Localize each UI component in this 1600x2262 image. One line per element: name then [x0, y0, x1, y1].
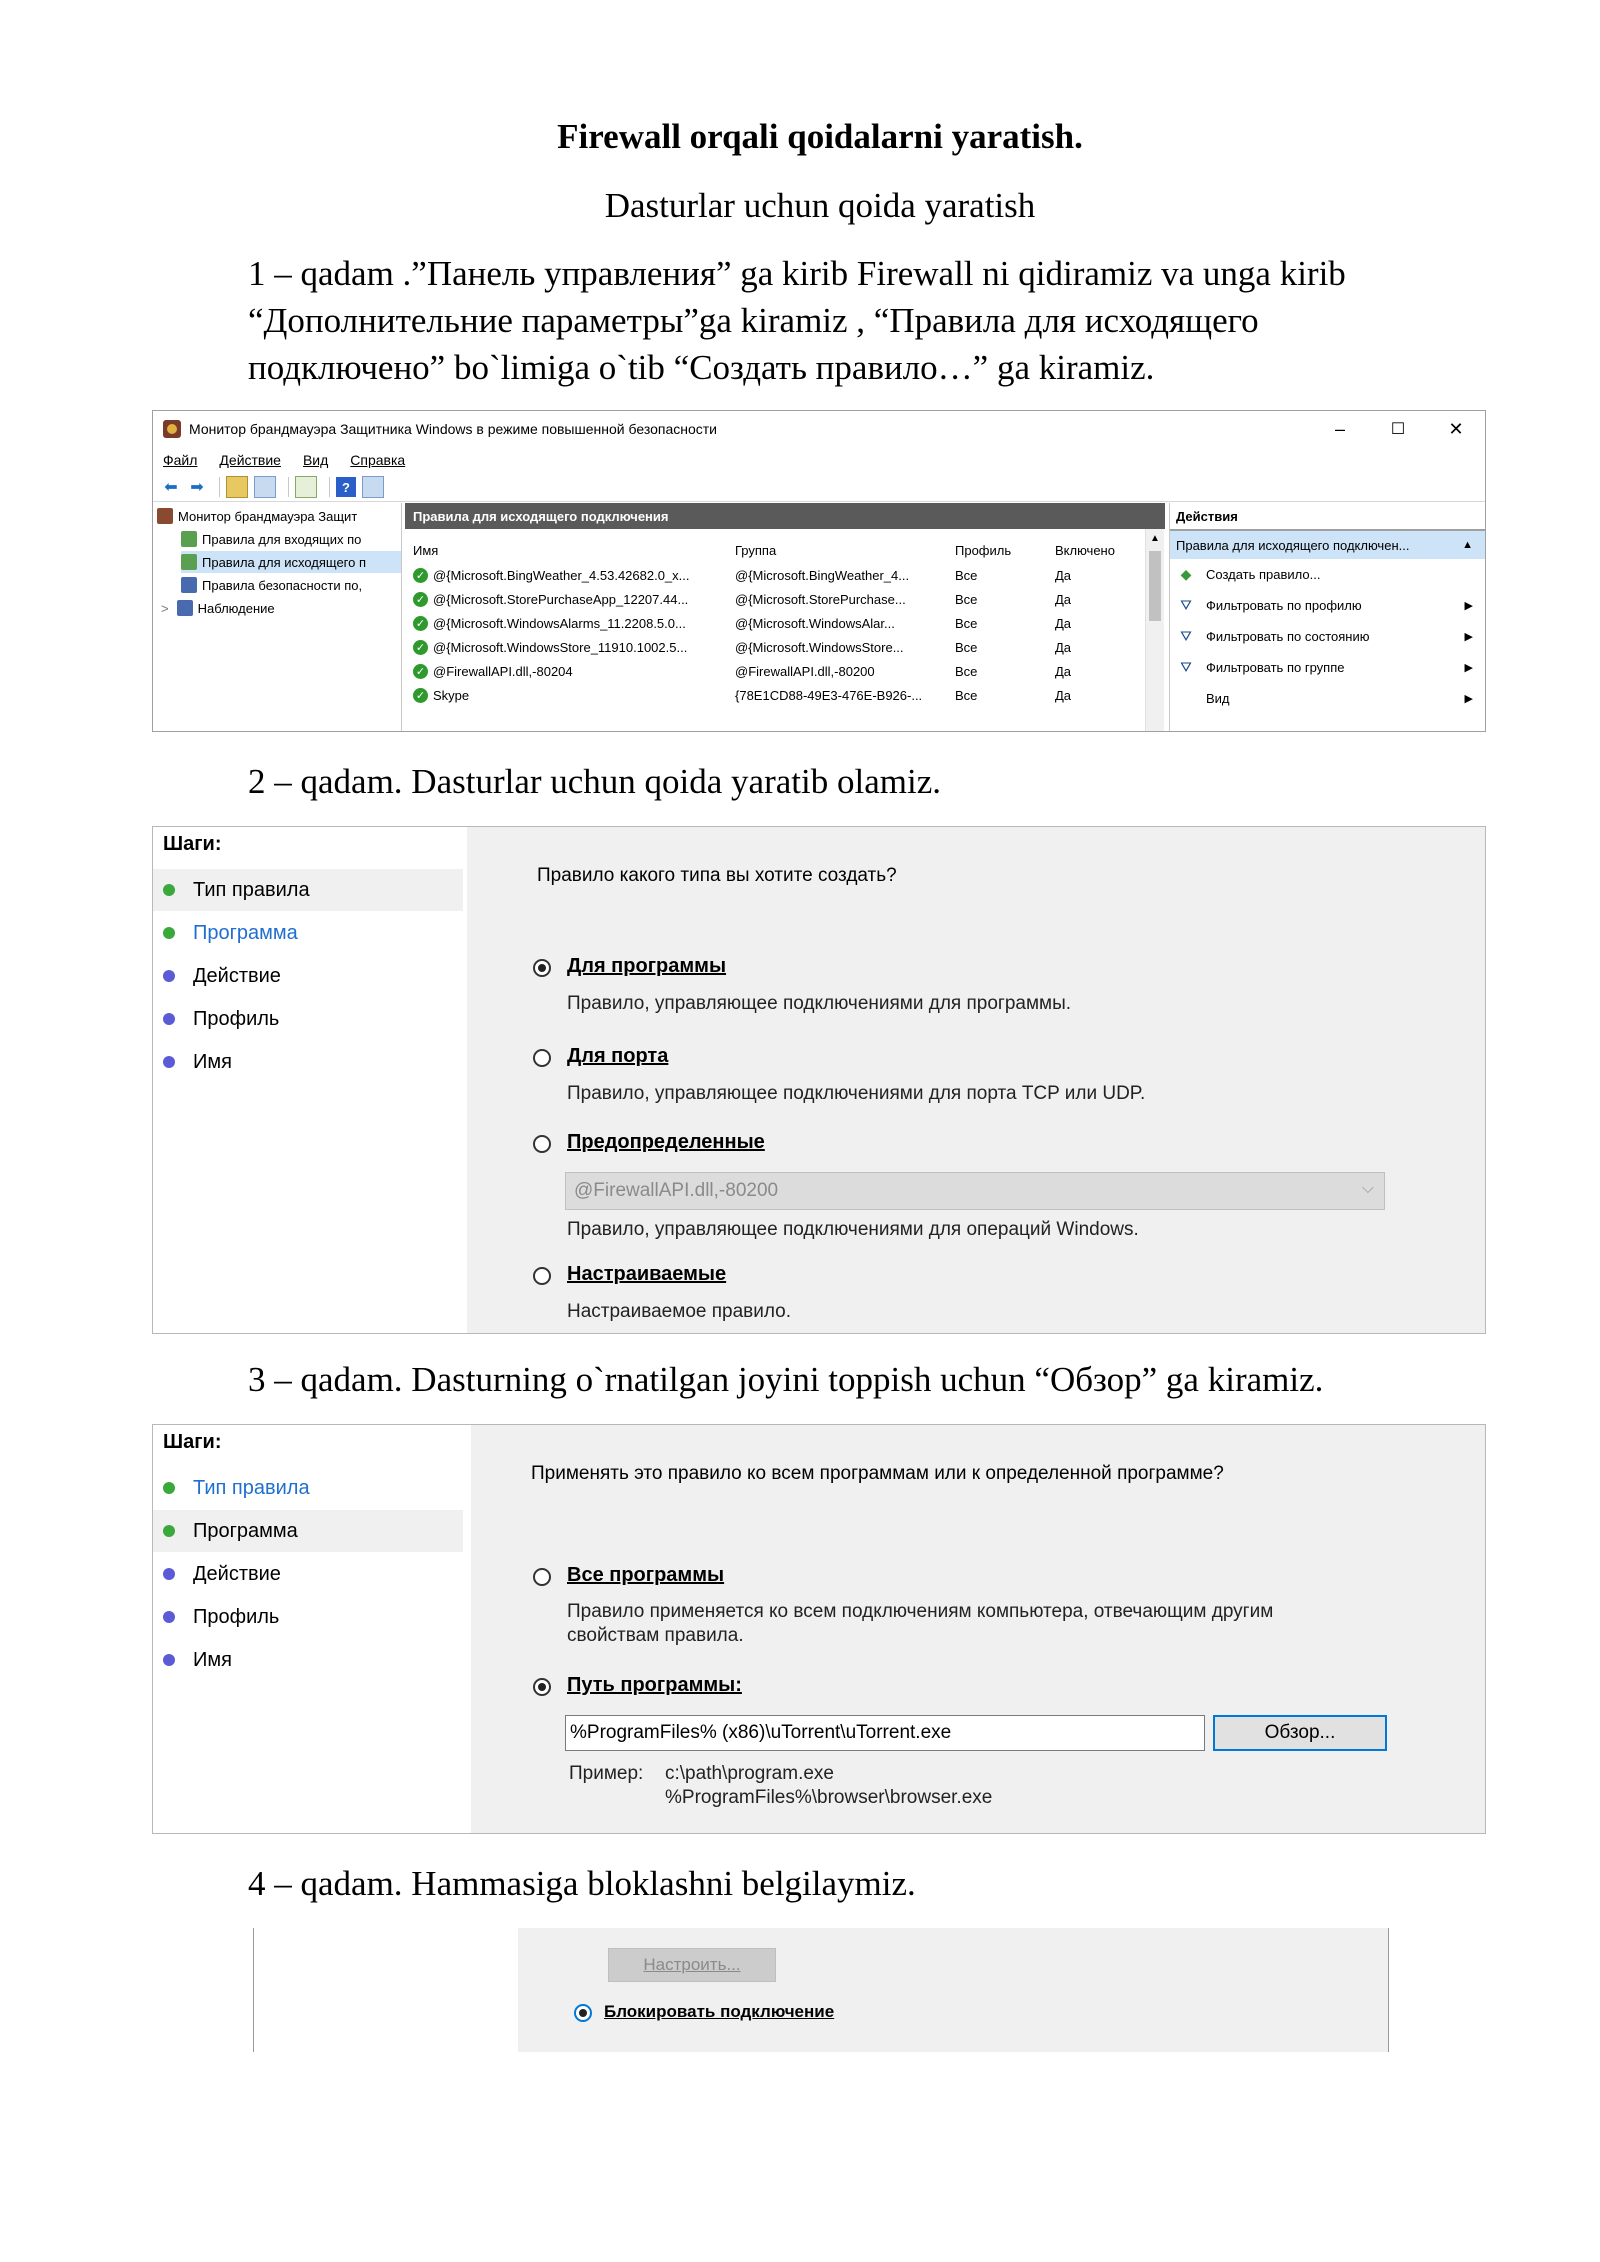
step-rule-type[interactable] — [153, 869, 463, 911]
rule-cell-text: Все — [955, 639, 978, 655]
option-port-label[interactable]: Для порта — [567, 1045, 669, 1067]
properties-icon[interactable] — [362, 476, 384, 498]
rule-cell-text: @FirewallAPI.dll,-80204 — [433, 663, 573, 679]
option-predefined-label[interactable]: Предопределенные — [567, 1131, 765, 1153]
rule-cell-text: Все — [955, 663, 978, 679]
rule-cell-text: @{Microsoft.BingWeather_4... — [735, 567, 910, 583]
configure-button[interactable]: Настроить... — [608, 1948, 776, 1982]
rule-cell-text: @{Microsoft.WindowsAlarms_11.2208.5.0... — [433, 615, 686, 631]
step-label: Профиль — [193, 1605, 280, 1628]
action-view[interactable] — [1170, 683, 1485, 714]
tree-item-root[interactable] — [157, 505, 357, 527]
toolbar-separator — [219, 477, 220, 497]
action-label: Фильтровать по группе — [1206, 660, 1345, 675]
new-rule-icon: ◆ — [1180, 566, 1192, 582]
step-label: Имя — [193, 1050, 232, 1073]
rule-cell-group — [735, 563, 945, 587]
toolbar — [153, 473, 1485, 502]
step-label: Профиль — [193, 1007, 280, 1030]
program-wizard-screenshot — [152, 1424, 1486, 1834]
example-path-2: %ProgramFiles%\browser\browser.exe — [665, 1787, 993, 1808]
tree-item-label: Правила для входящих по — [202, 531, 362, 547]
rule-cell-name — [413, 683, 723, 707]
option-program-desc: Правило, управляющее подключениями для программы. — [567, 993, 1072, 1014]
rule-cell-text: @{Microsoft.StorePurchaseApp_12207.44... — [433, 591, 689, 607]
action-label: Фильтровать по состоянию — [1206, 629, 1370, 644]
firewall-app-icon — [163, 420, 181, 438]
step-program[interactable] — [153, 912, 463, 954]
rule-row[interactable] — [405, 587, 1165, 611]
option-custom-label[interactable]: Настраиваемые — [567, 1263, 727, 1285]
step-pending-dot-icon — [163, 1013, 175, 1025]
enabled-check-icon: ✓ — [413, 664, 428, 679]
rule-cell-text: Да — [1055, 615, 1072, 631]
actions-title: Действия — [1170, 503, 1485, 531]
tree-item-label: Монитор брандмауэра Защит — [178, 508, 358, 524]
step-name[interactable] — [153, 1639, 463, 1681]
step-pending-dot-icon — [163, 1654, 175, 1666]
step-profile[interactable] — [153, 998, 463, 1040]
step-label: Действие — [193, 1562, 281, 1585]
tree-item-inbound[interactable] — [181, 528, 361, 550]
step-label: Программа — [193, 921, 298, 944]
step-action[interactable] — [153, 1553, 463, 1595]
column-header-enabled[interactable]: Включено — [1055, 542, 1115, 558]
scroll-up-icon[interactable]: ▲ — [1150, 532, 1160, 544]
rule-cell-profile — [955, 611, 1045, 635]
action-filter-profile[interactable] — [1170, 590, 1485, 621]
tree-item-security-rules[interactable] — [181, 574, 362, 596]
rule-cell-enabled — [1055, 563, 1135, 587]
rule-cell-text: @{Microsoft.WindowsAlar... — [735, 615, 895, 631]
action-label: Вид — [1206, 691, 1230, 706]
option-custom-desc: Настраиваемое правило. — [567, 1301, 792, 1322]
rule-row[interactable] — [405, 563, 1165, 587]
submenu-arrow-icon: ▶ — [1464, 631, 1473, 643]
enabled-check-icon: ✓ — [413, 688, 428, 703]
predefined-select-value: @FirewallAPI.dll,-80200 — [574, 1180, 779, 1201]
rule-cell-enabled — [1055, 659, 1135, 683]
tree-item-outbound[interactable] — [181, 551, 401, 573]
step-label: Действие — [193, 964, 281, 987]
tree-item-monitoring[interactable] — [161, 597, 275, 619]
rule-cell-text: @{Microsoft.StorePurchase... — [735, 591, 906, 607]
up-folder-icon[interactable] — [226, 476, 248, 498]
rule-cell-profile — [955, 563, 1045, 587]
rule-cell-group — [735, 611, 945, 635]
rule-cell-text: {78E1CD88-49E3-476E-B926-... — [735, 687, 923, 703]
step-complete-dot-icon — [163, 1525, 175, 1537]
submenu-arrow-icon: ▶ — [1464, 693, 1473, 705]
rule-cell-text: @FirewallAPI.dll,-80200 — [735, 663, 875, 679]
step-program[interactable] — [153, 1510, 463, 1552]
action-label: Фильтровать по профилю — [1206, 598, 1362, 613]
action-create-rule[interactable] — [1170, 559, 1485, 590]
menu-bar — [153, 447, 1485, 473]
step-label: Имя — [193, 1648, 232, 1671]
rule-cell-text: Да — [1055, 639, 1072, 655]
rule-cell-profile — [955, 659, 1045, 683]
inbound-rules-icon — [181, 531, 197, 547]
enabled-check-icon: ✓ — [413, 568, 428, 583]
menu-help[interactable]: Справка — [350, 452, 406, 468]
collapse-arrow-icon[interactable]: ▲ — [1462, 539, 1473, 551]
step-label: Программа — [193, 1519, 298, 1542]
step1-line2: “Дополнительние параметры”ga kiramiz , “Правила для исходящего — [248, 301, 1259, 340]
enabled-check-icon: ✓ — [413, 616, 428, 631]
radio-all-programs[interactable] — [533, 1568, 551, 1586]
title-bar — [153, 411, 1485, 447]
rule-cell-text: Все — [955, 567, 978, 583]
maximize-button[interactable]: ☐ — [1390, 421, 1406, 438]
action-label: Создать правило... — [1206, 567, 1321, 582]
menu-action[interactable]: Действие — [219, 452, 281, 468]
column-header-group[interactable]: Группа — [735, 542, 777, 558]
export-list-icon[interactable] — [295, 476, 317, 498]
rule-cell-text: Да — [1055, 591, 1072, 607]
program-question: Применять это правило ко всем программам или к определенной программе? — [531, 1463, 1224, 1484]
rule-cell-enabled — [1055, 635, 1135, 659]
security-rules-icon — [181, 577, 197, 593]
menu-view[interactable]: Вид — [302, 452, 329, 468]
wizard-steps-panel — [153, 827, 463, 1333]
rule-cell-group — [735, 635, 945, 659]
document-title: Firewall orqali qoidalarni yaratish. — [557, 117, 1083, 156]
step-pending-dot-icon — [163, 1568, 175, 1580]
rule-cell-text: @{Microsoft.BingWeather_4.53.42682.0_x... — [433, 567, 690, 583]
step2-text: 2 – qadam. Dasturlar uchun qoida yaratib olamiz. — [248, 762, 941, 801]
chevron-down-icon: ⌵ — [1361, 1180, 1374, 1197]
menu-file[interactable]: Файл — [163, 452, 198, 468]
rule-row[interactable] — [405, 659, 1165, 683]
step-pending-dot-icon — [163, 970, 175, 982]
all-programs-desc-line2: свойствам правила. — [567, 1625, 744, 1646]
action-panel — [518, 1928, 1389, 2052]
column-header-profile[interactable]: Профиль — [955, 542, 1012, 558]
document-subtitle: Dasturlar uchun qoida yaratish — [604, 186, 1036, 225]
option-port-desc: Правило, управляющее подключениями для порта TCP или UDP. — [567, 1083, 1146, 1104]
forward-arrow-icon[interactable]: ➡ — [190, 479, 204, 496]
step1-line1: 1 – qadam .”Панель управления” ga kirib Firewall ni qidiramiz va unga kirib — [248, 254, 1346, 293]
toolbar-separator — [329, 477, 330, 497]
rules-pane-header: Правила для исходящего подключения — [405, 503, 1165, 529]
steps-title: Шаги: — [163, 1431, 222, 1453]
minimize-button[interactable]: – — [1334, 418, 1345, 439]
actions-section-header[interactable] — [1170, 531, 1485, 559]
rule-cell-profile — [955, 587, 1045, 611]
navigation-tree — [153, 503, 402, 731]
program-path-label[interactable]: Путь программы: — [567, 1674, 742, 1696]
filter-icon: ⛛ — [1180, 659, 1192, 675]
back-arrow-icon[interactable]: ⬅ — [164, 479, 178, 496]
show-hide-tree-icon[interactable] — [254, 476, 276, 498]
wizard-content — [467, 827, 1485, 1333]
step-label: Тип правила — [193, 1476, 310, 1499]
rules-scrollbar[interactable] — [1145, 529, 1164, 731]
step-action[interactable] — [153, 955, 463, 997]
step4-text: 4 – qadam. Hammasiga bloklashni belgilaymiz. — [248, 1864, 916, 1903]
rule-row[interactable] — [405, 611, 1165, 635]
rule-cell-text: @{Microsoft.WindowsStore_11910.1002.5... — [433, 639, 688, 655]
rule-row[interactable] — [405, 635, 1165, 659]
close-button[interactable]: ✕ — [1448, 418, 1464, 439]
browse-button[interactable]: Обзор... — [1213, 1715, 1387, 1751]
filter-icon: ⛛ — [1180, 628, 1192, 644]
predefined-select[interactable] — [565, 1172, 1385, 1210]
step-rule-type[interactable] — [153, 1467, 463, 1509]
step1-line3: подключено” bo`limiga o`tib “Создать правило…” ga kiramiz. — [248, 348, 1155, 387]
tree-item-label: Наблюдение — [197, 600, 275, 616]
program-path-input[interactable]: %ProgramFiles% (x86)\uTorrent\uTorrent.exe — [565, 1715, 1205, 1751]
enabled-check-icon: ✓ — [413, 592, 428, 607]
monitoring-icon — [177, 600, 193, 616]
action-filter-state[interactable] — [1170, 621, 1485, 652]
rule-cell-name — [413, 563, 723, 587]
example-label: Пример: — [569, 1763, 644, 1784]
rule-cell-name — [413, 587, 723, 611]
rule-cell-profile — [955, 635, 1045, 659]
help-icon[interactable]: ? — [336, 477, 356, 497]
actions-section-label: Правила для исходящего подключен... — [1176, 537, 1410, 553]
block-connection-label[interactable]: Блокировать подключение — [604, 2002, 835, 2021]
rule-cell-text: Да — [1055, 567, 1072, 583]
wizard-content — [471, 1425, 1485, 1833]
option-program-label[interactable]: Для программы — [567, 955, 727, 977]
rule-cell-text: Да — [1055, 663, 1072, 679]
rule-cell-group — [735, 659, 945, 683]
expand-chevron-icon[interactable]: > — [161, 600, 169, 616]
rule-type-wizard-screenshot — [152, 826, 1486, 1334]
step-pending-dot-icon — [163, 1611, 175, 1623]
wizard-steps-panel — [153, 1425, 463, 1833]
rule-cell-profile — [955, 683, 1045, 707]
rule-cell-text: @{Microsoft.WindowsStore... — [735, 639, 904, 655]
rule-type-question: Правило какого типа вы хотите создать? — [537, 865, 897, 886]
rule-cell-group — [735, 587, 945, 611]
window-title: Монитор брандмауэра Защитника Windows в режиме повышенной безопасности — [189, 421, 717, 437]
rule-cell-enabled — [1055, 683, 1135, 707]
step-pending-dot-icon — [163, 1056, 175, 1068]
screenshot-left-border — [253, 1928, 254, 2052]
rule-cell-text: Skype — [433, 687, 470, 703]
submenu-arrow-icon: ▶ — [1464, 662, 1473, 674]
rule-cell-text: Да — [1055, 687, 1072, 703]
actions-pane — [1169, 503, 1485, 731]
rule-cell-enabled — [1055, 611, 1135, 635]
steps-title: Шаги: — [163, 833, 222, 855]
step-label: Тип правила — [193, 878, 310, 901]
all-programs-desc-line1: Правило применяется ко всем подключениям компьютера, отвечающим другим — [567, 1601, 1274, 1622]
outbound-rules-icon — [181, 554, 197, 570]
filter-icon: ⛛ — [1180, 597, 1192, 613]
enabled-check-icon: ✓ — [413, 640, 428, 655]
example-path-1: c:\path\program.exe — [665, 1763, 834, 1784]
radio-program-path[interactable] — [533, 1678, 551, 1696]
rule-cell-text: Все — [955, 687, 978, 703]
rule-cell-enabled — [1055, 587, 1135, 611]
scroll-thumb[interactable] — [1149, 551, 1161, 621]
step-profile[interactable] — [153, 1596, 463, 1638]
step-complete-dot-icon — [163, 884, 175, 896]
all-programs-label[interactable]: Все программы — [567, 1564, 725, 1586]
radio-custom[interactable] — [533, 1267, 551, 1285]
rule-row[interactable] — [405, 683, 1165, 707]
rules-pane — [405, 503, 1165, 731]
step3-text: 3 – qadam. Dasturning o`rnatilgan joyini toppish uchun “Обзор” ga kiramiz. — [248, 1360, 1324, 1399]
toolbar-separator — [288, 477, 289, 497]
rule-cell-name — [413, 635, 723, 659]
option-predefined-desc: Правило, управляющее подключениями для операций Windows. — [567, 1219, 1139, 1240]
radio-port[interactable] — [533, 1049, 551, 1067]
step-complete-dot-icon — [163, 1482, 175, 1494]
rule-cell-name — [413, 611, 723, 635]
rule-cell-text: Все — [955, 591, 978, 607]
step-name[interactable] — [153, 1041, 463, 1083]
rule-cell-text: Все — [955, 615, 978, 631]
submenu-arrow-icon: ▶ — [1464, 600, 1473, 612]
step-complete-dot-icon — [163, 927, 175, 939]
column-header-name[interactable]: Имя — [413, 542, 439, 558]
action-screenshot — [253, 1928, 1391, 2052]
radio-predefined[interactable] — [533, 1135, 551, 1153]
firewall-monitor-icon — [157, 508, 173, 524]
action-filter-group[interactable] — [1170, 652, 1485, 683]
radio-program[interactable] — [533, 959, 551, 977]
radio-block-connection[interactable] — [574, 2004, 592, 2022]
tree-item-label: Правила безопасности по, — [202, 577, 363, 593]
rule-cell-name — [413, 659, 723, 683]
tree-item-label: Правила для исходящего п — [202, 554, 367, 570]
rule-cell-group — [735, 683, 945, 707]
firewall-window-screenshot — [152, 410, 1486, 732]
